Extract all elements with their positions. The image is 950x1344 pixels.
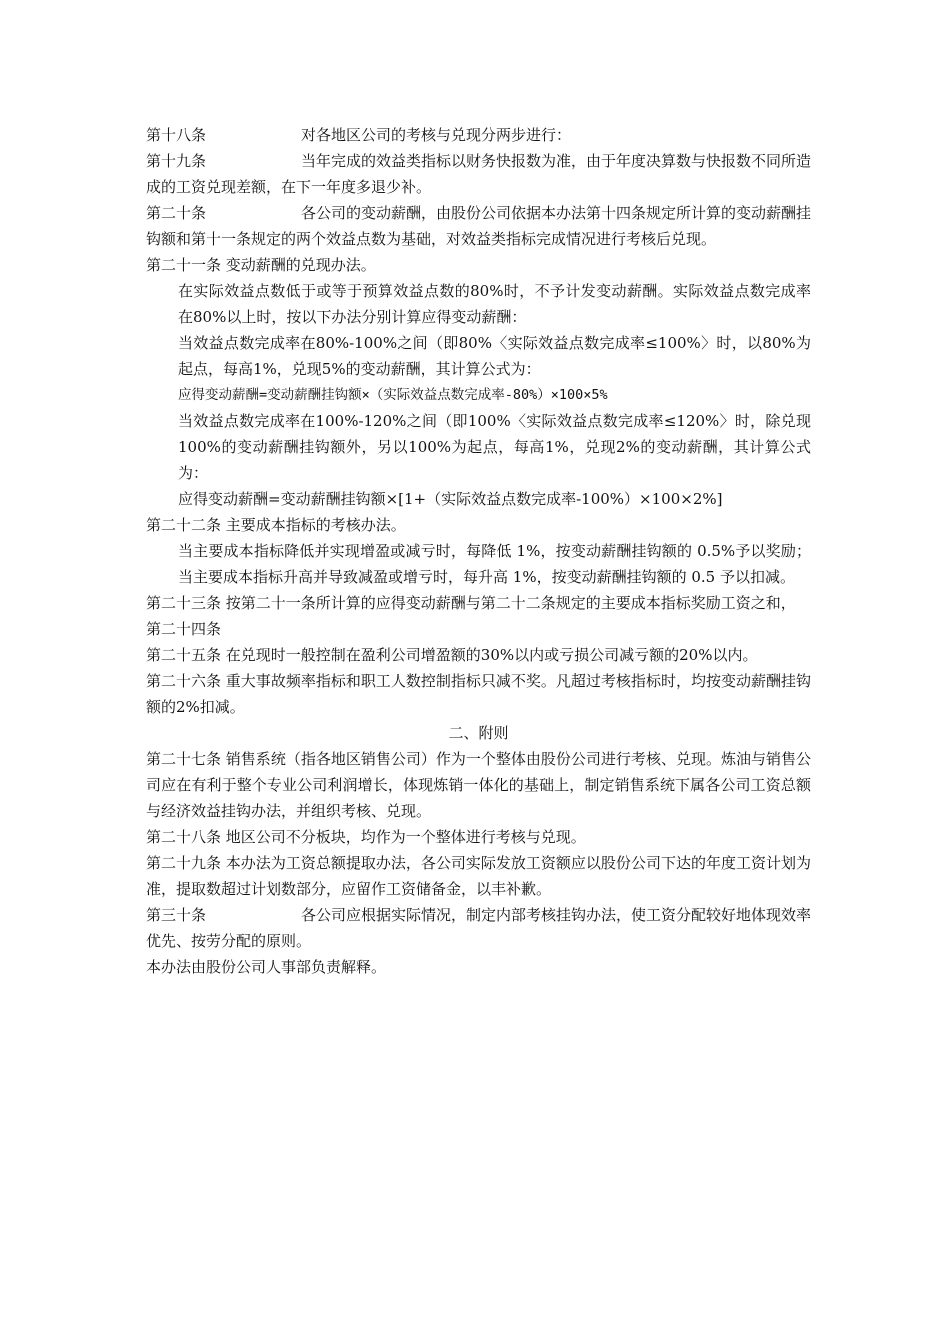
article-number: 第十八条 xyxy=(146,126,207,144)
article-number: 第十九条 xyxy=(146,152,207,170)
article-number: 第三十条 xyxy=(146,906,207,924)
article-text: 各公司应根据实际情况，制定内部考核挂钩办法，使工资分配较好地体现效率优先、按劳分配的原则。 xyxy=(146,906,812,950)
document-body xyxy=(146,122,811,980)
article-21-paragraph: 当效益点数完成率在100%-120%之间（即100%〈实际效益点数完成率≤120%〉时，除兑现100%的变动薪酬挂钩额外，另以100%为起点，每高1%，兑现2%的变动薪酬，其计算公式为： xyxy=(178,412,811,482)
article-27: 第二十七条 销售系统（指各地区销售公司）作为一个整体由股份公司进行考核、兑现。炼油与销售公司应在有利于整个专业公司利润增长，体现炼销一体化的基础上，制定销售系统下属各公司工资总额与经济效益挂钩办法，并组织考核、兑现。 xyxy=(146,750,811,820)
article-25: 第二十五条 在兑现时一般控制在盈利公司增盈额的30%以内或亏损公司减亏额的20%以内。 xyxy=(146,646,758,664)
closing-statement: 本办法由股份公司人事部负责解释。 xyxy=(146,958,387,976)
section-heading: 二、附则 xyxy=(448,724,509,742)
article-text: 各公司的变动薪酬，由股份公司依据本办法第十四条规定所计算的变动薪酬挂钩额和第十一条规定的两个效益点数为基础，对效益类指标完成情况进行考核后兑现。 xyxy=(146,204,812,248)
article-28: 第二十八条 地区公司不分板块，均作为一个整体进行考核与兑现。 xyxy=(146,828,586,846)
article-22-paragraph: 当主要成本指标降低并实现增盈或减亏时，每降低 1%，按变动薪酬挂钩额的 0.5%予以奖励；当主要成本指标升高并导致减盈或增亏时，每升高 1%，按变动薪酬挂钩额的 0.5 予以扣减。 xyxy=(178,542,811,586)
article-26: 第二十六条 重大事故频率指标和职工人数控制指标只减不奖。凡超过考核指标时，均按变动薪酬挂钩额的2%扣减。 xyxy=(146,672,811,716)
article-21-paragraph: 当效益点数完成率在80%-100%之间（即80%〈实际效益点数完成率≤100%〉时，以80%为起点，每高1%，兑现5%的变动薪酬，其计算公式为： xyxy=(178,334,811,378)
article-19 xyxy=(146,148,811,200)
article-23: 第二十三条 按第二十一条所计算的应得变动薪酬与第二十二条规定的主要成本指标奖励工资之和， xyxy=(146,594,796,612)
article-20 xyxy=(146,200,811,252)
formula-2: 应得变动薪酬=变动薪酬挂钩额×[1+（实际效益点数完成率-100%）×100×2%] xyxy=(178,490,723,508)
article-18 xyxy=(146,122,811,148)
article-21-heading: 第二十一条 变动薪酬的兑现办法。 xyxy=(146,256,376,274)
article-number: 第二十条 xyxy=(146,204,207,222)
article-30 xyxy=(146,902,811,954)
article-text: 当年完成的效益类指标以财务快报数为准，由于年度决算数与快报数不同所造成的工资兑现差额，在下一年度多退少补。 xyxy=(146,152,812,196)
article-21-paragraph: 在实际效益点数低于或等于预算效益点数的80%时，不予计发变动薪酬。实际效益点数完成率在80%以上时，按以下办法分别计算应得变动薪酬： xyxy=(178,282,811,326)
article-22-heading: 第二十二条 主要成本指标的考核办法。 xyxy=(146,516,406,534)
article-text: 对各地区公司的考核与兑现分两步进行： xyxy=(301,126,572,144)
article-24: 第二十四条 xyxy=(146,620,222,638)
formula-1: 应得变动薪酬=变动薪酬挂钩额×（实际效益点数完成率-80%）×100×5% xyxy=(178,387,608,403)
article-29: 第二十九条 本办法为工资总额提取办法，各公司实际发放工资额应以股份公司下达的年度工资计划为准，提取数超过计划数部分，应留作工资储备金，以丰补歉。 xyxy=(146,854,811,898)
